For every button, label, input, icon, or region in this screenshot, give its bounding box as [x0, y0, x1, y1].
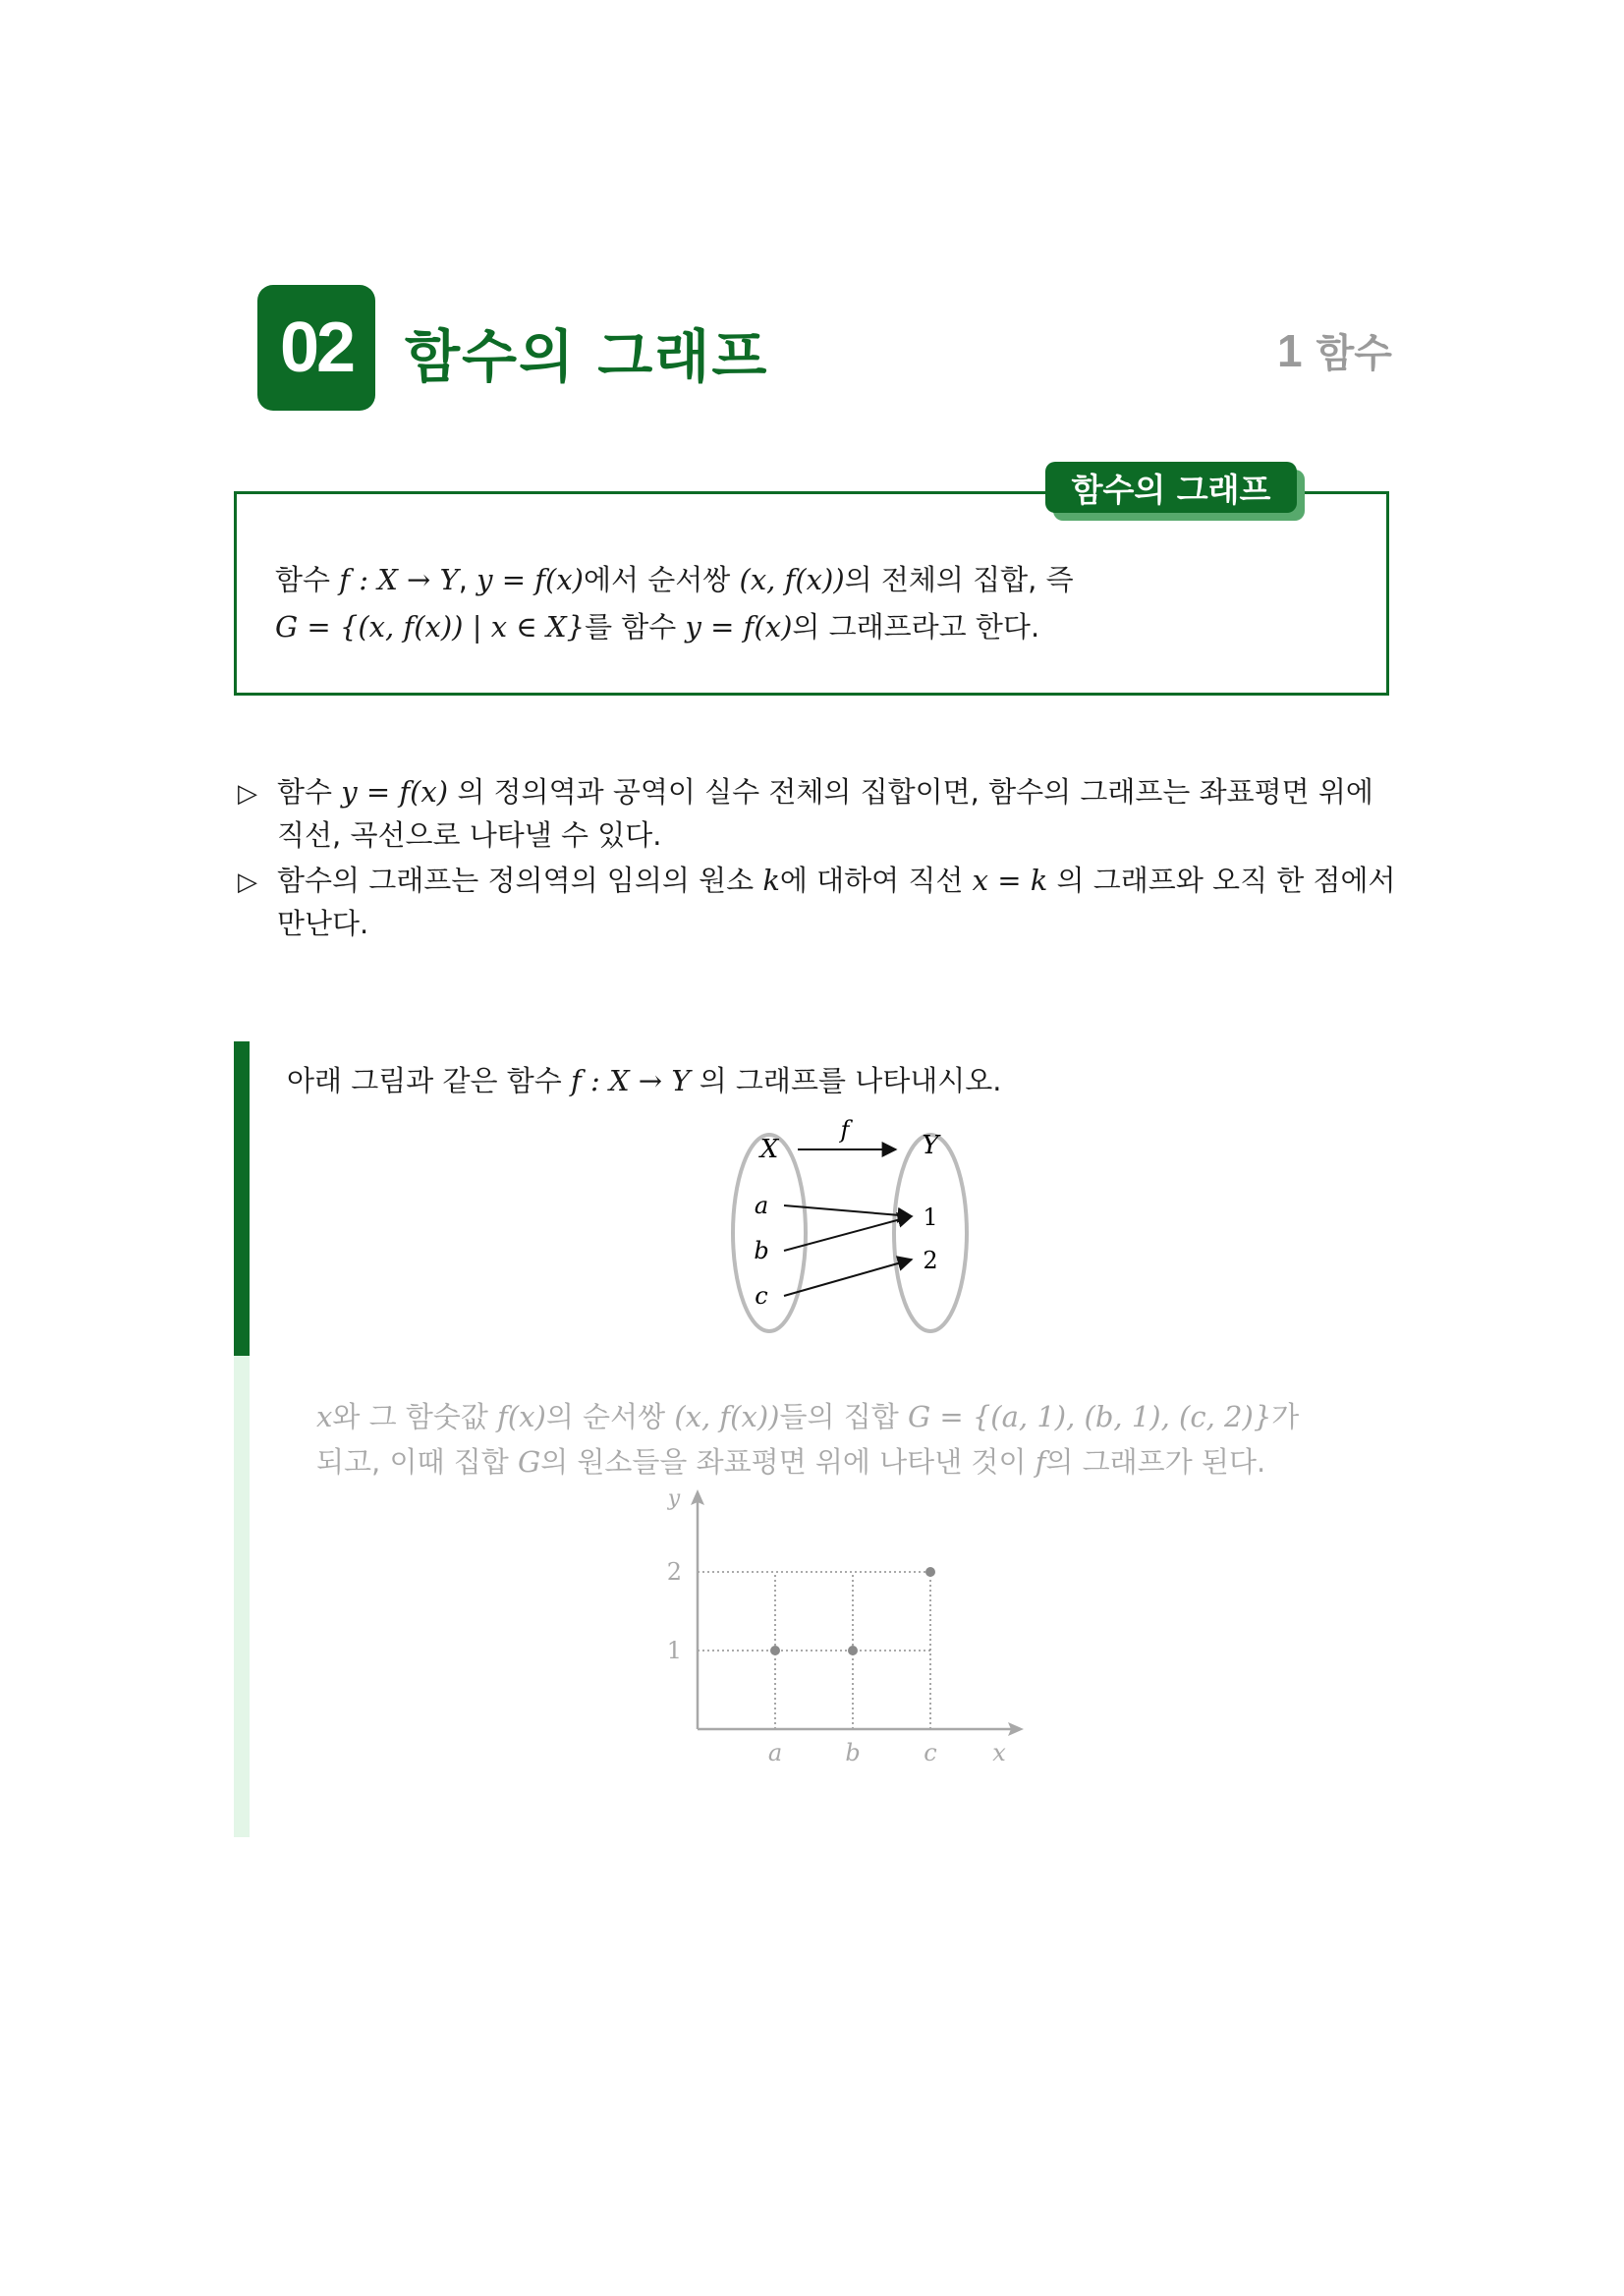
codomain-element: 2 [923, 1247, 938, 1274]
math: f : X → Y [571, 1064, 691, 1097]
function-graph [648, 1484, 1041, 1778]
math: (x, f(x)) [674, 1400, 780, 1433]
codomain-element: 1 [923, 1204, 938, 1231]
x-tick-label: b [845, 1739, 861, 1766]
text: 함수 [275, 563, 331, 596]
text: 되고, 이때 집합 [316, 1445, 509, 1479]
y-axis-label: y [667, 1486, 681, 1511]
text: 의 그래프가 된다. [1045, 1445, 1266, 1479]
domain-element: c [755, 1282, 768, 1310]
definition-line-1 [275, 558, 1074, 598]
x-tick-label: a [767, 1739, 783, 1766]
chapter-title: 함수 [1316, 331, 1392, 376]
text: 가 [1271, 1400, 1300, 1433]
text: 의 그래프라고 한다. [792, 610, 1040, 644]
note-1 [238, 770, 1373, 811]
text: 함수의 그래프는 정의역의 임의의 원소 [277, 864, 755, 897]
math: f : X → Y [339, 563, 459, 596]
math: G [517, 1445, 541, 1479]
x-tick-label: c [924, 1739, 937, 1766]
text: 의 정의역과 공역이 실수 전체의 집합이면, 함수의 그래프는 좌표평면 위에 [457, 775, 1373, 809]
definition-line-2 [275, 605, 1039, 645]
text: 에 대하여 직선 [779, 864, 964, 897]
text: 의 원소들을 좌표평면 위에 나타낸 것이 [540, 1445, 1027, 1479]
text: 에서 순서쌍 [584, 563, 731, 596]
example-question [287, 1059, 1001, 1099]
set-x-label: X [759, 1135, 779, 1164]
text: 의 그래프를 나타내시오. [699, 1064, 1002, 1097]
section-number-badge: 02 [257, 285, 375, 411]
math: x = k [972, 864, 1048, 897]
chapter-reference [1277, 322, 1392, 378]
data-point [925, 1567, 935, 1577]
math: G = {(x, f(x)) | x ∈ X} [275, 610, 586, 644]
math: k [762, 864, 780, 897]
mapping-diagram [707, 1110, 982, 1336]
y-tick-label: 1 [666, 1637, 682, 1664]
math: y = f(x) [341, 775, 449, 809]
text: 의 전체의 집합, 즉 [844, 563, 1074, 596]
example-bar-light [234, 1356, 250, 1837]
solution-line-2 [316, 1440, 1265, 1481]
definition-tag: 함수의 그래프 [1045, 462, 1297, 513]
domain-element: a [754, 1192, 769, 1219]
x-axis-label: x [992, 1739, 1006, 1766]
math: y = f(x) [476, 563, 584, 596]
set-y-ellipse [894, 1135, 967, 1331]
text: 와 그 함숫값 [332, 1400, 488, 1433]
set-x-ellipse [733, 1135, 806, 1331]
set-y-label: Y [922, 1131, 939, 1160]
math: x [316, 1400, 333, 1433]
text: 의 그래프와 오직 한 점에서 [1056, 864, 1396, 897]
text: 들의 집합 [779, 1400, 899, 1433]
math: f(x) [497, 1400, 546, 1433]
math: y = f(x) [685, 610, 793, 644]
chapter-number: 1 [1277, 325, 1303, 376]
solution-line-1 [316, 1395, 1299, 1435]
example-bar-dark [234, 1041, 250, 1356]
data-point [848, 1646, 858, 1655]
section-title: 함수의 그래프 [405, 323, 769, 390]
math: (x, f(x)) [739, 563, 845, 596]
note-1-cont: 직선, 곡선으로 나타낼 수 있다. [277, 818, 662, 852]
function-label: f [840, 1116, 850, 1144]
note-2 [238, 859, 1396, 899]
text: 의 순서쌍 [545, 1400, 666, 1433]
text: , [458, 563, 468, 596]
note-2-cont: 만난다. [277, 907, 369, 940]
triangle-bullet-icon: ▷ [238, 868, 257, 897]
math: G = {(a, 1), (b, 1), (c, 2)} [907, 1400, 1272, 1433]
text: 를 함수 [585, 610, 677, 644]
math: f [1035, 1445, 1046, 1479]
text: 함수 [277, 775, 333, 809]
y-tick-label: 2 [666, 1558, 682, 1586]
data-point [770, 1646, 780, 1655]
domain-element: b [754, 1237, 769, 1264]
triangle-bullet-icon: ▷ [238, 779, 257, 809]
text: 아래 그림과 같은 함수 [287, 1064, 562, 1097]
